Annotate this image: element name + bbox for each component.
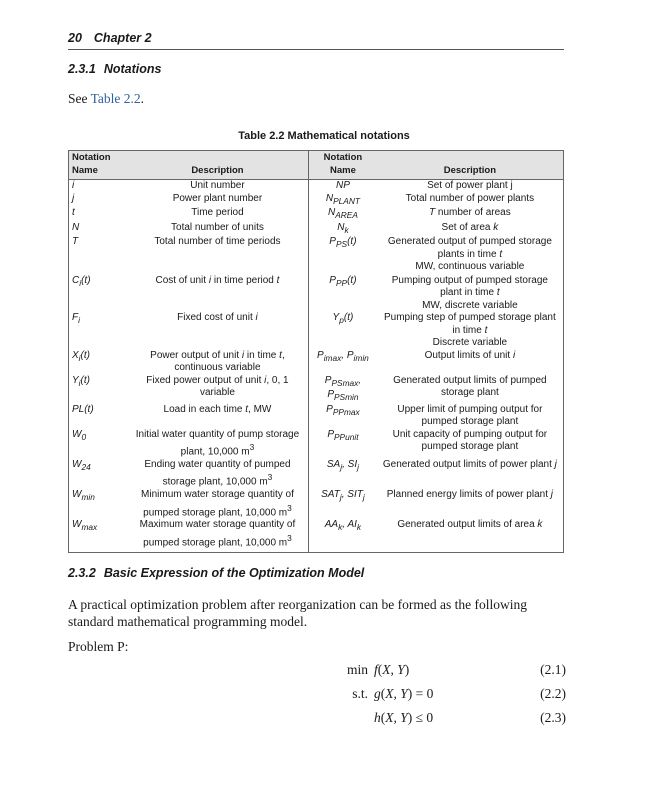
equation-number: (2.1) bbox=[540, 662, 566, 677]
description-cell: T number of areas bbox=[429, 207, 511, 218]
see-table-paragraph bbox=[68, 90, 566, 107]
table-row bbox=[69, 312, 564, 350]
table-row bbox=[69, 489, 564, 519]
description-cell: Total number of power plants bbox=[405, 192, 535, 204]
notation-plt: PL(t) bbox=[72, 403, 94, 415]
table-link[interactable]: Table 2.2 bbox=[90, 91, 141, 106]
table-row bbox=[69, 207, 564, 222]
table-row bbox=[69, 375, 564, 404]
notation-table bbox=[68, 150, 564, 553]
notation-pppmax: $P_{PPmax}$ bbox=[326, 403, 360, 417]
description-cell: Fixed power output of unit i, 0, 1 variable bbox=[127, 375, 309, 404]
description-cell: Minimum water storage quantity of pumped storage plant, 10,000 $m^3$ bbox=[127, 489, 309, 519]
table-row bbox=[69, 350, 564, 375]
notation-w24: $W_{24}$ bbox=[72, 458, 91, 472]
description-cell: Total number of units bbox=[127, 222, 309, 237]
notation-pimax-pimin: $P_{imax}$, $P_{imin}$ bbox=[317, 349, 369, 363]
notation-t: t bbox=[72, 207, 75, 218]
section-number: 2.3.2 bbox=[68, 566, 96, 580]
notation-satj-sitj: $SAT_j$, $SIT_j$ bbox=[321, 489, 365, 503]
equation-2-1 bbox=[68, 662, 566, 679]
equation-rhs: g(X, Y) = 0 bbox=[374, 686, 434, 701]
chapter-label: Chapter 2 bbox=[93, 31, 152, 45]
see-prefix: See bbox=[68, 91, 91, 106]
description-cell: Set of area k bbox=[441, 221, 499, 233]
description-cell: Unit capacity of pumping output for pumped storage plant bbox=[392, 428, 548, 452]
description-cell: Generated output limits of power plant j bbox=[382, 458, 557, 470]
equation-number: (2.2) bbox=[540, 686, 566, 701]
notation-xit: $X_i(t)$ bbox=[72, 349, 90, 363]
see-suffix: . bbox=[140, 91, 145, 106]
notation-j: j bbox=[72, 192, 75, 204]
table-row bbox=[69, 222, 564, 237]
equation-number: (2.3) bbox=[540, 710, 566, 725]
description-cell: Initial water quantity of pump storage plant, 10,000 $m^3$ bbox=[127, 429, 309, 459]
table-row bbox=[69, 275, 564, 313]
notation-saj-sij: $SA_j$, $SI_j$ bbox=[326, 458, 359, 472]
notation-narea: $N_{AREA}$ bbox=[327, 207, 358, 220]
notation-yit: $Y_i(t)$ bbox=[72, 374, 90, 388]
col-header-description-2: Description bbox=[377, 151, 564, 180]
description-cell: Planned energy limits of power plant j bbox=[386, 489, 553, 501]
equation-2-3 bbox=[68, 710, 566, 727]
col-header-description-1: Description bbox=[127, 151, 309, 180]
running-head bbox=[68, 31, 564, 50]
notation-i: i bbox=[72, 180, 75, 191]
description-cell: Load in each time t, MW bbox=[127, 404, 309, 429]
notation-wmin: $W_{min}$ bbox=[72, 489, 95, 503]
notation-pppunit: $P_{PPunit}$ bbox=[327, 428, 359, 442]
description-cell: Cost of unit i in time period t bbox=[127, 275, 309, 313]
notation-np: NP bbox=[335, 180, 350, 191]
notation-nk: $N_k$ bbox=[337, 221, 349, 235]
description-cell: Total number of time periods bbox=[127, 236, 309, 275]
col-header-notation-2: Notation Name bbox=[309, 151, 377, 180]
notation-ypt: $Y_p(t)$ bbox=[332, 312, 354, 325]
description-cell: Ending water quantity of pumped storage plant, 10,000 $m^3$ bbox=[127, 459, 309, 489]
section-title: Basic Expression of the Optimization Model bbox=[103, 566, 365, 580]
equation-lhs: min bbox=[346, 662, 368, 677]
description-cell: Generated output limits of area k bbox=[397, 519, 543, 531]
equation-2-2 bbox=[68, 686, 566, 703]
description-cell: Output limits of unit i bbox=[424, 349, 516, 361]
notation-nplant: $N_{PLANT}$ bbox=[325, 192, 360, 206]
notation-ppsmax-ppsmin: $P_{PSmax}$, $P_{PSmin}$ bbox=[324, 374, 362, 402]
table-row bbox=[69, 236, 564, 275]
description-cell: Pumping output of pumped storage plant in time t MW, discrete variable bbox=[391, 274, 548, 311]
description-cell: Upper limit of pumping output for pumped storage plant bbox=[397, 403, 543, 427]
equation-rhs: f(X, Y) bbox=[374, 662, 410, 677]
table-row bbox=[69, 180, 564, 193]
equation-rhs: h(X, Y) ≤ 0 bbox=[374, 710, 434, 725]
description-cell: Power output of unit i in time t, continuous variable bbox=[127, 350, 309, 375]
intro-paragraph: A practical optimization problem after reorganization can be formed as the following standard mathematical programming model. bbox=[68, 597, 527, 629]
col-header-notation-1: Notation Name bbox=[69, 151, 127, 180]
table-row bbox=[69, 404, 564, 429]
table-row bbox=[69, 429, 564, 459]
notation-w0: $W_0$ bbox=[72, 428, 87, 442]
description-cell: Fixed cost of unit i bbox=[127, 312, 309, 350]
equation-lhs: s.t. bbox=[352, 686, 368, 701]
section-heading-notations bbox=[68, 62, 161, 76]
notation-fi: $F_i$ bbox=[72, 312, 80, 325]
notation-T: T bbox=[72, 236, 79, 247]
problem-label bbox=[68, 638, 566, 655]
section-number: 2.3.1 bbox=[68, 62, 96, 76]
description-cell: Pumping step of pumped storage plant in time t Discrete variable bbox=[383, 312, 556, 348]
notation-ppp: $P_{PP}(t)$ bbox=[329, 274, 357, 288]
table-row bbox=[69, 519, 564, 552]
description-cell: Unit number bbox=[127, 180, 309, 193]
section-heading-basic-expression bbox=[68, 566, 364, 580]
table-header-row bbox=[69, 151, 564, 180]
notation-cit: $C_i(t)$ bbox=[72, 274, 91, 288]
page-number: 20 bbox=[68, 31, 82, 45]
description-cell: Time period bbox=[127, 207, 309, 222]
notation-wmax: $W_{max}$ bbox=[72, 519, 98, 533]
notation-n: N bbox=[72, 221, 80, 233]
notation-aak-aik: $AA_k$, $AI_k$ bbox=[324, 519, 362, 533]
description-cell: Generated output of pumped storage plants in time t MW, continuous variable bbox=[387, 236, 552, 272]
section-title: Notations bbox=[103, 62, 162, 76]
description-cell: Maximum water storage quantity of pumped storage plant, 10,000 $m^3$ bbox=[127, 519, 309, 552]
table-row bbox=[69, 459, 564, 489]
notation-pps: $P_{PS}(t)$ bbox=[329, 236, 357, 249]
description-cell: Power plant number bbox=[127, 193, 309, 208]
problem-label-text: Problem P: bbox=[68, 639, 129, 654]
table-row bbox=[69, 193, 564, 208]
table-caption: Table 2.2 Mathematical notations bbox=[238, 130, 410, 142]
description-cell: Set of power plant j bbox=[427, 180, 513, 191]
description-cell: Generated output limits of pumped storage plant bbox=[393, 374, 547, 398]
